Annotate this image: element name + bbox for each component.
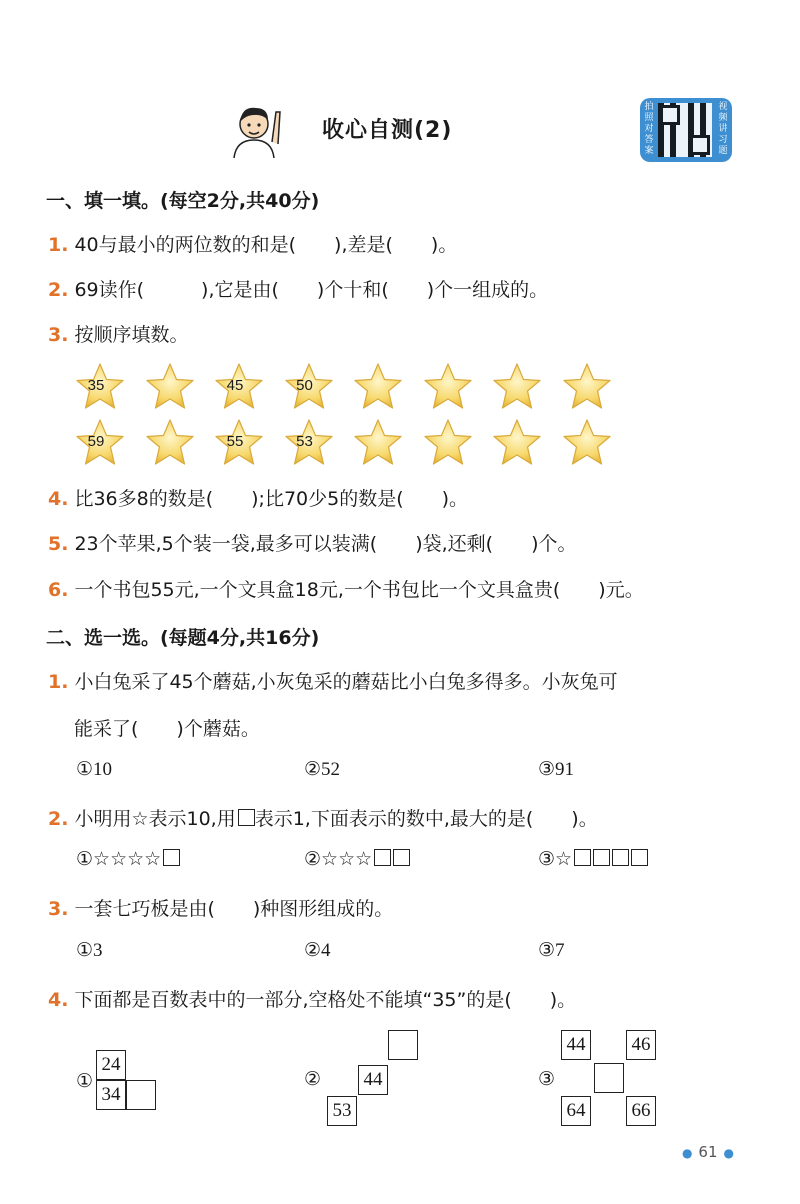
option-2-3-c[interactable]: ③7 bbox=[538, 940, 565, 961]
option-2-2-a[interactable]: ①☆☆☆☆ bbox=[76, 848, 180, 871]
star-icon bbox=[422, 362, 474, 412]
qr-code-icon bbox=[658, 103, 712, 157]
grid-cell: 66 bbox=[626, 1096, 656, 1126]
grid-cell: 64 bbox=[561, 1096, 591, 1126]
star-item[interactable] bbox=[283, 418, 335, 468]
grid-cell: 34 bbox=[96, 1080, 126, 1110]
grid-cell: 46 bbox=[626, 1030, 656, 1060]
star-item[interactable] bbox=[74, 418, 126, 468]
section2-heading: 二、选一选。(每题4分,共16分) bbox=[46, 627, 320, 649]
star-number: 53 bbox=[296, 433, 313, 450]
qr-code-badge[interactable] bbox=[640, 98, 732, 162]
star-item[interactable] bbox=[491, 362, 543, 412]
star-icon bbox=[352, 418, 404, 468]
square-symbol-icon bbox=[593, 849, 610, 866]
square-symbol-icon bbox=[163, 849, 180, 866]
star-item[interactable] bbox=[74, 362, 126, 412]
question-1-2: 2. 69读作( ),它是由( )个十和( )个一组成的。 bbox=[48, 279, 549, 301]
dot-icon: ● bbox=[723, 1146, 734, 1160]
square-symbol-icon bbox=[612, 849, 629, 866]
star-item[interactable] bbox=[283, 362, 335, 412]
grid-cell: 24 bbox=[96, 1050, 126, 1080]
question-2-1: 1. 小白兔采了45个蘑菇,小灰兔采的蘑菇比小白兔多得多。小灰兔可 bbox=[48, 671, 618, 693]
question-2-2: 2. 小明用☆表示10,用 表示1,下面表示的数中,最大的是( )。 bbox=[48, 808, 598, 830]
star-icon bbox=[352, 362, 404, 412]
page-number: ● 61 ● bbox=[681, 1143, 734, 1161]
qr-right-label: 视频讲习题 bbox=[718, 102, 728, 156]
star-item[interactable] bbox=[561, 418, 613, 468]
star-number: 50 bbox=[296, 377, 313, 394]
option-2-4-c[interactable]: ③ bbox=[538, 1069, 556, 1090]
option-2-2-c[interactable]: ③☆ bbox=[538, 848, 648, 871]
star-item[interactable] bbox=[144, 418, 196, 468]
star-number: 35 bbox=[87, 377, 105, 394]
square-symbol-icon bbox=[574, 849, 591, 866]
grid-cell: 44 bbox=[561, 1030, 591, 1060]
star-item[interactable] bbox=[561, 362, 613, 412]
star-number: 59 bbox=[87, 433, 105, 450]
option-2-1-c[interactable]: ③91 bbox=[538, 759, 575, 780]
square-symbol-icon bbox=[238, 809, 255, 826]
star-number: 45 bbox=[226, 377, 244, 394]
star-icon bbox=[491, 362, 543, 412]
question-1-3: 3. 按顺序填数。 bbox=[48, 324, 189, 346]
star-item[interactable] bbox=[491, 418, 543, 468]
option-2-4-b[interactable]: ② bbox=[304, 1069, 322, 1090]
option-2-2-b[interactable]: ②☆☆☆ bbox=[304, 848, 410, 871]
grid-cell-blank bbox=[126, 1080, 156, 1110]
star-icon bbox=[561, 362, 613, 412]
option-2-3-a[interactable]: ①3 bbox=[76, 940, 103, 961]
star-icon bbox=[561, 418, 613, 468]
grid-cell: 44 bbox=[358, 1065, 388, 1095]
star-item[interactable] bbox=[422, 418, 474, 468]
question-2-4: 4. 下面都是百数表中的一部分,空格处不能填“35”的是( )。 bbox=[48, 989, 577, 1011]
square-symbol-icon bbox=[631, 849, 648, 866]
question-1-5: 5. 23个苹果,5个装一袋,最多可以装满( )袋,还剩( )个。 bbox=[48, 533, 577, 555]
star-icon bbox=[144, 362, 196, 412]
question-1-6: 6. 一个书包55元,一个文具盒18元,一个书包比一个文具盒贵( )元。 bbox=[48, 579, 644, 601]
star-item[interactable] bbox=[352, 362, 404, 412]
grid-cell: 53 bbox=[327, 1096, 357, 1126]
grid-cell-blank bbox=[594, 1063, 624, 1093]
question-1-1: 1. 40与最小的两位数的和是( ),差是( )。 bbox=[48, 234, 458, 256]
star-item[interactable] bbox=[352, 418, 404, 468]
option-2-4-a[interactable]: ① bbox=[76, 1071, 94, 1092]
question-1-4: 4. 比36多8的数是( );比70少5的数是( )。 bbox=[48, 488, 469, 510]
square-symbol-icon bbox=[374, 849, 391, 866]
option-2-3-b[interactable]: ②4 bbox=[304, 940, 331, 961]
star-icon bbox=[491, 418, 543, 468]
section1-heading: 一、填一填。(每空2分,共40分) bbox=[46, 190, 320, 212]
star-icon bbox=[422, 418, 474, 468]
question-2-1-line2: 能采了( )个蘑菇。 bbox=[74, 718, 260, 740]
question-2-3: 3. 一套七巧板是由( )种图形组成的。 bbox=[48, 898, 394, 920]
option-2-1-b[interactable]: ②52 bbox=[304, 759, 341, 780]
option-2-1-a[interactable]: ①10 bbox=[76, 759, 113, 780]
dot-icon: ● bbox=[681, 1146, 693, 1160]
star-item[interactable] bbox=[422, 362, 474, 412]
star-item[interactable] bbox=[213, 418, 265, 468]
square-symbol-icon bbox=[393, 849, 410, 866]
page-title: 收心自测(2) bbox=[322, 118, 453, 143]
mascot-boy-icon bbox=[226, 100, 286, 160]
qr-left-label: 拍照对答案 bbox=[644, 102, 654, 156]
star-icon bbox=[144, 418, 196, 468]
grid-cell-blank bbox=[388, 1030, 418, 1060]
star-item[interactable] bbox=[144, 362, 196, 412]
star-number: 55 bbox=[226, 433, 244, 450]
star-item[interactable] bbox=[213, 362, 265, 412]
